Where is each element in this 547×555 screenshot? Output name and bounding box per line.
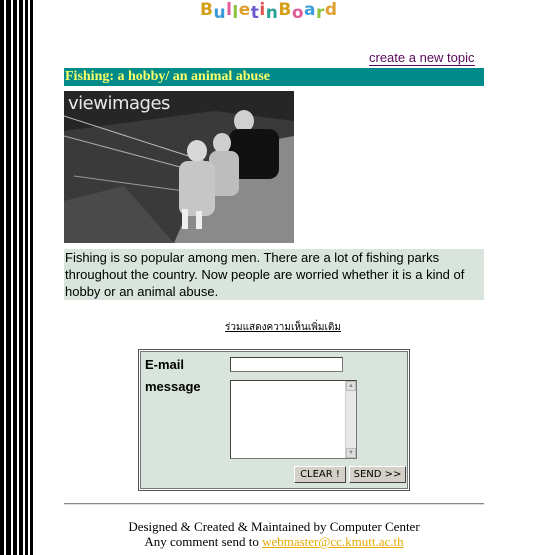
footer-contact (64, 534, 484, 549)
logo-letter: t (250, 3, 260, 23)
send-button[interactable]: SEND >> (349, 466, 406, 483)
email-label: E-mail (145, 357, 185, 372)
logo-letter: B (200, 0, 214, 20)
logo-letter: B (278, 0, 292, 20)
footer (64, 519, 484, 549)
bulletin-board-logo (200, 0, 350, 24)
comment-form (138, 349, 410, 491)
logo-letter: e (238, 0, 251, 20)
logo-letter: r (315, 3, 325, 23)
logo-letter: a (304, 0, 316, 20)
add-comment-link[interactable]: ร่วมแสดงความเห็นเพิ่มเติม (225, 322, 341, 333)
logo-letter: o (291, 3, 304, 23)
logo-letter: u (213, 3, 227, 23)
comment-form-panel (140, 351, 408, 489)
message-textarea[interactable] (230, 380, 357, 459)
logo-letter: n (265, 3, 279, 23)
logo-letter: l (232, 3, 239, 23)
topic-title: Fishing: a hobby/ an animal abuse (64, 68, 484, 86)
create-new-topic-link[interactable]: create a new topic (369, 50, 475, 65)
logo-letter: i (259, 0, 266, 20)
topic-photo (64, 91, 294, 243)
scroll-up-icon[interactable]: ▲ (346, 381, 356, 391)
message-label: message (145, 379, 201, 394)
photo-watermark: viewimages (68, 93, 170, 114)
footer-divider (64, 503, 484, 505)
logo-letter: d (324, 0, 338, 20)
scroll-down-icon[interactable]: ▼ (346, 448, 356, 458)
footer-credit: Designed & Created & Maintained by Computer Center (128, 519, 420, 534)
clear-button[interactable]: CLEAR ! (294, 466, 346, 483)
message-scrollbar[interactable] (345, 381, 356, 458)
email-field[interactable] (230, 357, 343, 372)
webmaster-email-link[interactable]: webmaster@cc.kmutt.ac.th (262, 534, 404, 549)
left-stripe-border (0, 0, 36, 555)
topic-body: Fishing is so popular among men. There are a lot of fishing parks throughout the country. Now people are worried whether it is a kind of hobby or an animal abuse. (64, 249, 484, 300)
logo-letter: l (226, 0, 233, 20)
footer-contact-prefix: Any comment send to (144, 534, 263, 549)
